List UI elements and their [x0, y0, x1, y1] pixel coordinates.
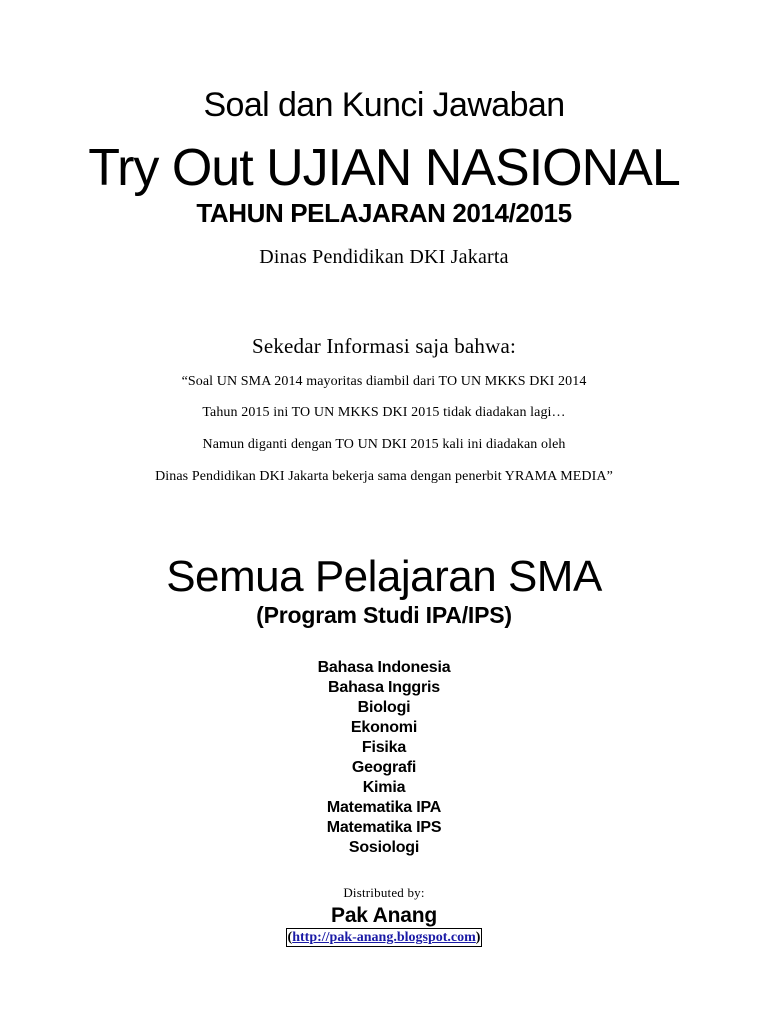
distributor-link-container [0, 928, 768, 947]
subject-item: Matematika IPA [326, 799, 442, 816]
subject-item: Ekonomi [350, 719, 418, 736]
section-subtitle: (Program Studi IPA/IPS) [256, 602, 512, 628]
section-title: Semua Pelajaran SMA [166, 552, 602, 601]
info-line: Namun diganti dengan TO UN DKI 2015 kali ini diadakan oleh [202, 437, 566, 452]
subject-item: Geografi [351, 759, 417, 776]
academic-year-heading: TAHUN PELAJARAN 2014/2015 [196, 198, 572, 228]
info-line: Dinas Pendidikan DKI Jakarta bekerja sama dengan penerbit YRAMA MEDIA” [155, 469, 613, 484]
distributor-link-box [286, 928, 483, 947]
subject-item: Kimia [362, 779, 406, 796]
subject-item: Bahasa Inggris [328, 679, 440, 696]
document-main-title: Try Out UJIAN NASIONAL [88, 139, 680, 197]
agency-name: Dinas Pendidikan DKI Jakarta [259, 246, 509, 268]
subject-item: Biologi [357, 699, 411, 716]
distributed-by-label: Distributed by: [343, 885, 425, 900]
distributor-name: Pak Anang [331, 904, 437, 927]
distributor-link[interactable]: http://pak-anang.blogspot.com [292, 930, 476, 945]
link-close-paren: ) [475, 930, 481, 945]
info-heading: Sekedar Informasi saja bahwa: [251, 334, 517, 358]
subject-item: Matematika IPS [326, 819, 442, 836]
subject-item: Bahasa Indonesia [317, 659, 451, 676]
info-line: Tahun 2015 ini TO UN MKKS DKI 2015 tidak diadakan lagi… [202, 405, 566, 420]
subject-item: Fisika [361, 739, 407, 756]
info-line: “Soal UN SMA 2014 mayoritas diambil dari TO UN MKKS DKI 2014 [181, 374, 587, 389]
document-subtitle: Soal dan Kunci Jawaban [203, 86, 565, 124]
subject-item: Sosiologi [348, 839, 420, 856]
link-open-paren: ( [287, 930, 293, 945]
